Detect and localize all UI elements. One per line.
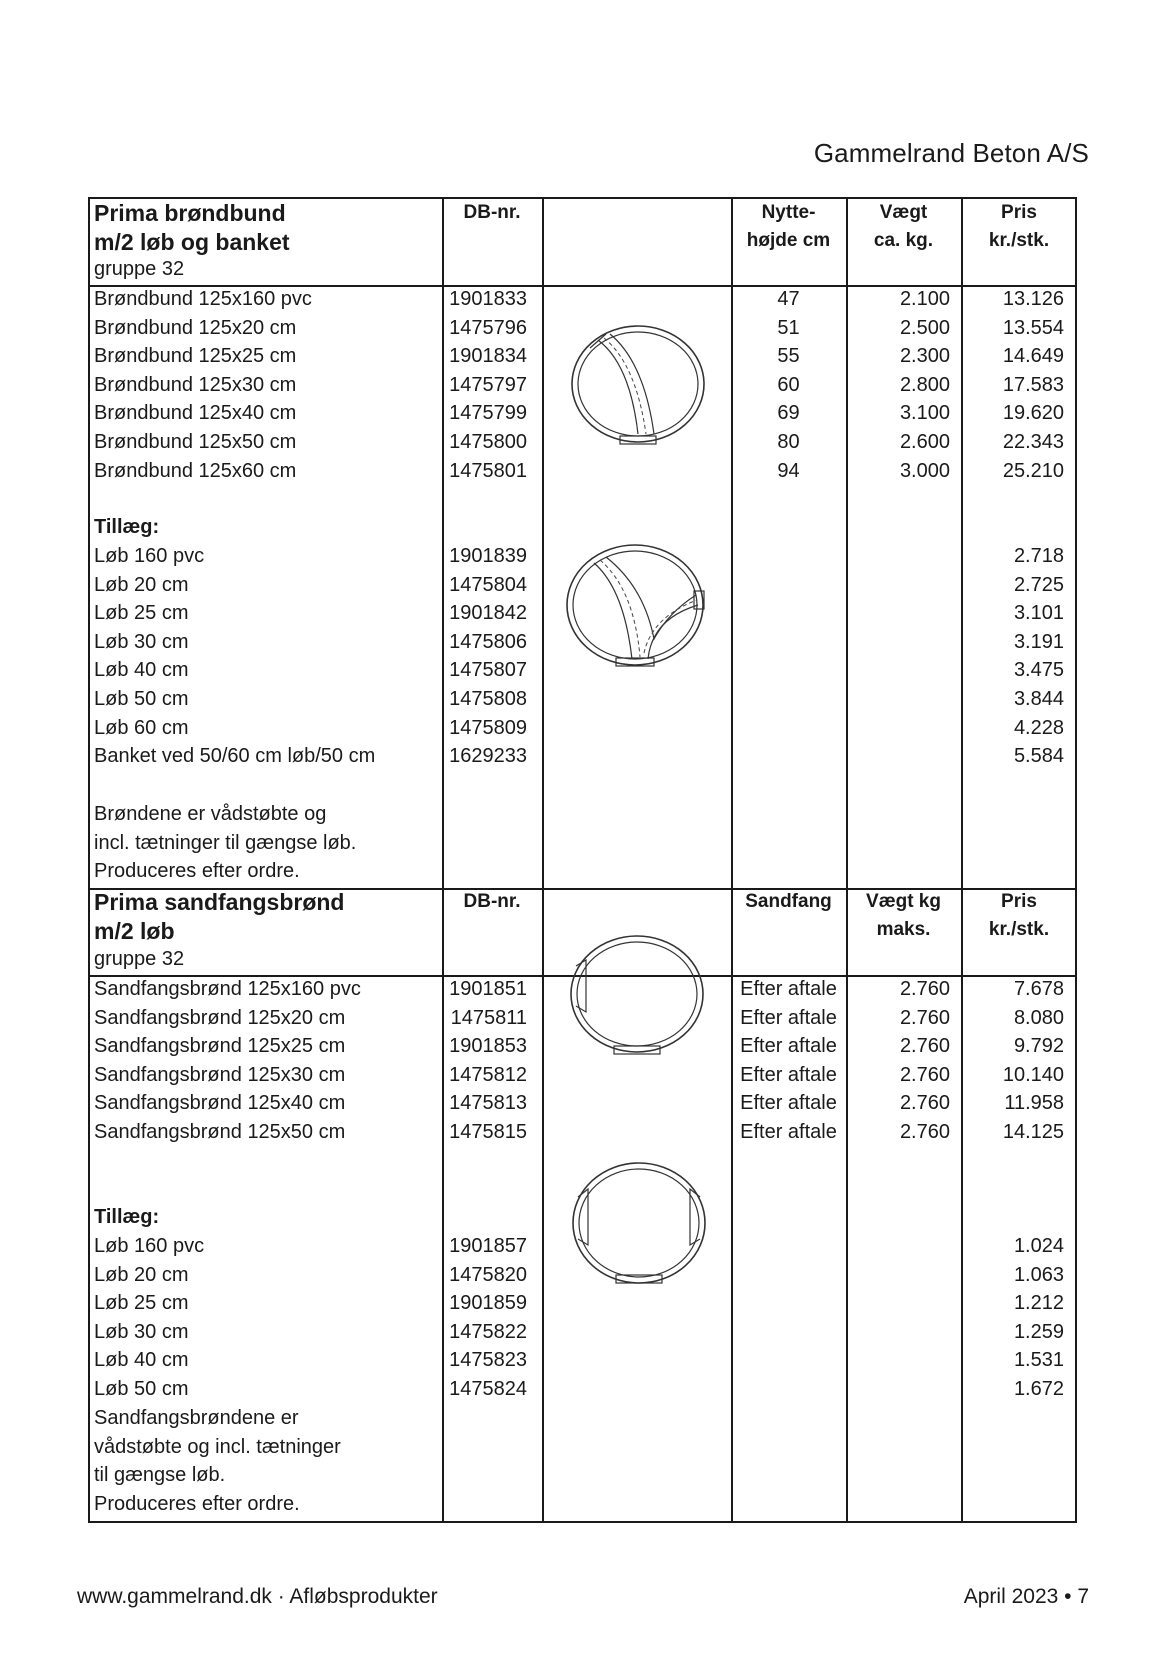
weight: 2.100 [899,288,950,310]
sandfang-value: Efter aftale [740,1035,837,1058]
addon-name: Løb 20 cm [94,573,189,596]
usable-height: 47 [777,288,800,310]
note-line: til gængse løb. [94,1464,226,1487]
product-name: Brøndbund 125x30 cm [94,373,297,396]
price: 4.228 [1013,716,1064,739]
addon-name: Løb 30 cm [94,1320,189,1343]
section2-addon-label: Tillæg: [94,1206,160,1228]
db-number: 1629233 [449,745,527,768]
section2-header-db: DB-nr. [463,891,521,912]
section1-title-line2: m/2 løb og banket [94,229,290,255]
price: 25.210 [1002,459,1064,482]
sandfang-value: Efter aftale [740,1121,837,1143]
usable-height: 80 [777,431,800,453]
usable-height: 69 [777,402,800,425]
weight: 2.800 [899,373,950,396]
section2-header-weight-line1: Vægt kg [866,891,941,912]
db-number: 1475801 [449,459,527,482]
manhole-base-drawing [568,324,708,452]
weight: 2.500 [899,316,950,339]
db-number: 1901859 [449,1292,527,1315]
addon-name: Løb 50 cm [94,1378,189,1400]
sandfang-value: Efter aftale [740,1063,837,1086]
db-number: 1475797 [449,373,527,396]
section2-title-line2: m/2 løb [94,918,175,944]
price: 13.126 [1002,288,1064,310]
db-number: 1901833 [449,288,527,310]
product-name: Brøndbund 125x160 pvc [94,288,312,310]
section1-header-weight-line1: Vægt [879,202,928,223]
db-number: 1901839 [449,545,527,567]
section1-addon-label: Tillæg: [94,516,160,538]
addon-name: Løb 30 cm [94,630,189,653]
section2-header-weight-line2: maks. [876,919,931,940]
addon-name: Løb 40 cm [94,1349,189,1372]
addon-name: Løb 40 cm [94,659,189,682]
price: 1.212 [1013,1292,1064,1315]
weight: 3.000 [899,459,950,482]
price: 22.343 [1002,431,1064,453]
db-number: 1475823 [449,1349,527,1372]
section1-header-db: DB-nr. [463,202,521,223]
weight: 2.760 [899,1092,950,1115]
product-name: Brøndbund 125x40 cm [94,402,297,425]
price: 1.024 [1013,1235,1064,1257]
db-number: 1475813 [449,1092,527,1115]
price: 11.958 [1004,1092,1064,1115]
sandtrap-outlet-drawing [564,1159,714,1293]
db-number: 1475822 [449,1320,527,1343]
db-number: 1901857 [449,1235,527,1257]
weight: 2.300 [899,345,950,368]
section1-group: gruppe 32 [94,258,185,280]
footer-date-page: April 2023 • 7 [963,1585,1089,1608]
weight: 2.760 [899,1035,950,1058]
sandtrap-drawing [564,932,710,1062]
db-number: 1901853 [449,1035,527,1058]
footer-website: www.gammelrand.dk · Afløbsprodukter [77,1585,438,1608]
usable-height: 60 [777,373,800,396]
product-name: Sandfangsbrønd 125x25 cm [94,1035,346,1058]
db-number: 1901834 [449,345,527,368]
sandfang-value: Efter aftale [740,1092,837,1115]
db-number: 1475809 [449,716,527,739]
price: 1.672 [1013,1378,1064,1400]
price: 17.583 [1002,373,1064,396]
price: 8.080 [1013,1006,1064,1029]
section1-title-line1: Prima brøndbund [94,200,286,226]
section1-header-height-line2: højde cm [746,230,831,251]
price: 9.792 [1013,1035,1064,1058]
db-number: 1475815 [449,1121,527,1143]
note-line: incl. tætninger til gængse løb. [94,831,357,854]
db-number: 1475799 [449,402,527,425]
section1-header-height-line1: Nytte- [761,202,816,223]
db-number: 1475811 [450,1006,527,1029]
price: 2.725 [1013,573,1064,596]
db-number: 1475820 [449,1263,527,1286]
price: 10.140 [1002,1063,1064,1086]
section1-header-weight-line2: ca. kg. [873,230,934,251]
weight: 2.760 [899,978,950,1000]
sandfang-value: Efter aftale [740,1006,837,1029]
price: 3.191 [1013,630,1064,653]
price: 3.101 [1013,602,1064,625]
usable-height: 94 [777,459,800,482]
column-divider [542,199,544,1521]
price: 3.844 [1013,688,1064,710]
price: 13.554 [1002,316,1064,339]
product-name: Sandfangsbrønd 125x50 cm [94,1121,346,1143]
price: 19.620 [1002,402,1064,425]
product-name: Sandfangsbrønd 125x160 pvc [94,978,361,1000]
db-number: 1475796 [449,316,527,339]
db-number: 1901842 [449,602,527,625]
addon-name: Banket ved 50/60 cm løb/50 cm [94,745,376,768]
product-name: Brøndbund 125x60 cm [94,459,297,482]
db-number: 1475800 [449,431,527,453]
note-line: Brøndene er vådstøbte og [94,803,327,825]
section2-header-sandfang: Sandfang [745,891,832,912]
addon-name: Løb 25 cm [94,1292,189,1315]
sandfang-value: Efter aftale [740,978,837,1000]
db-number: 1475806 [449,630,527,653]
section2-group: gruppe 32 [94,948,185,970]
product-name: Sandfangsbrønd 125x40 cm [94,1092,346,1115]
weight: 2.760 [899,1006,950,1029]
note-line: Sandfangsbrøndene er [94,1407,299,1429]
addon-name: Løb 160 pvc [94,545,205,567]
product-name: Sandfangsbrønd 125x20 cm [94,1006,346,1029]
price: 14.125 [1002,1121,1064,1143]
weight: 2.760 [899,1063,950,1086]
section2-header-price-line1: Pris [1001,891,1037,912]
weight: 2.600 [899,431,950,453]
note-line: Produceres efter ordre. [94,860,300,883]
db-number: 1901851 [449,978,527,1000]
usable-height: 55 [777,345,800,368]
price: 1.063 [1013,1263,1064,1286]
price: 5.584 [1013,745,1064,768]
usable-height: 51 [777,316,800,339]
price: 1.531 [1013,1349,1064,1372]
price: 2.718 [1013,545,1064,567]
note-line: Produceres efter ordre. [94,1492,300,1515]
section2-header-price-line2: kr./stk. [988,919,1050,940]
addon-name: Løb 20 cm [94,1263,189,1286]
price: 3.475 [1013,659,1064,682]
section1-header-price-line2: kr./stk. [988,230,1050,251]
product-name: Brøndbund 125x20 cm [94,316,297,339]
weight: 3.100 [899,402,950,425]
db-number: 1475824 [449,1378,527,1400]
product-name: Sandfangsbrønd 125x30 cm [94,1063,346,1086]
weight: 2.760 [899,1121,950,1143]
note-line: vådstøbte og incl. tætninger [94,1435,341,1458]
company-name: Gammelrand Beton A/S [813,138,1089,168]
product-name: Brøndbund 125x50 cm [94,431,297,453]
addon-name: Løb 50 cm [94,688,189,710]
price: 1.259 [1013,1320,1064,1343]
db-number: 1475812 [449,1063,527,1086]
db-number: 1475807 [449,659,527,682]
section2-title-line1: Prima sandfangsbrønd [94,889,345,915]
db-number: 1475808 [449,688,527,710]
price: 14.649 [1002,345,1064,368]
addon-name: Løb 60 cm [94,716,189,739]
section1-header-price-line1: Pris [1001,202,1037,223]
manhole-branch-drawing [560,543,710,675]
price: 7.678 [1013,978,1064,1000]
db-number: 1475804 [449,573,527,596]
addon-name: Løb 25 cm [94,602,189,625]
price-table [88,197,1077,1523]
addon-name: Løb 160 pvc [94,1235,205,1257]
product-name: Brøndbund 125x25 cm [94,345,297,368]
